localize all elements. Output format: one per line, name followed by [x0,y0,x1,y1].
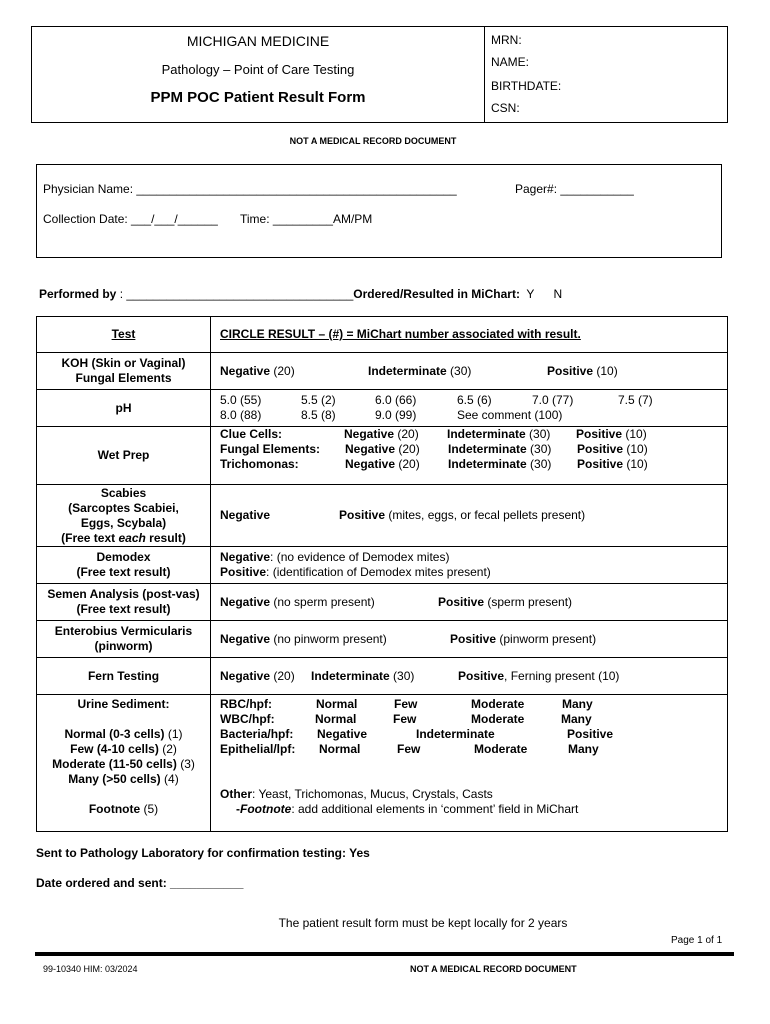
page-number: Page 1 of 1 [671,935,723,946]
table-row [37,390,728,427]
urine-rbc-few: Few [394,697,418,711]
ph-6.5: 6.5 (6) [457,393,492,407]
wet-fungal-negative: Negative [345,442,396,456]
urine-label-title: Urine Sediment: [77,697,170,711]
entero-label-line1: Enterobius Vermicularis [54,624,193,638]
urine-wbc-row [220,712,727,727]
urine-legend-few-code: (2) [158,742,177,756]
urine-legend-normal [37,727,210,742]
urine-rbc-name: RBC/hpf: [220,697,272,711]
urine-footnote-code: (5) [140,802,159,816]
table-row [37,353,728,390]
keep-notice: The patient result form must be kept locally for 2 years [278,916,568,930]
wet-clue-negative: Negative [344,427,395,441]
demodex-negative: Negative [220,550,271,564]
scabies-negative: Negative [220,508,271,522]
dept-name: Pathology – Point of Care Testing [161,62,355,77]
koh-label-line2: Fungal Elements [75,371,172,385]
notice-bottom: NOT A MEDICAL RECORD DOCUMENT [410,964,577,974]
urine-results [211,695,728,832]
ph-see-comment: See comment (100) [457,408,563,422]
demodex-positive: Positive [220,565,267,579]
wet-trich-negative-code: (20) [395,457,420,471]
demodex-results [211,547,728,584]
table-row [37,485,728,547]
fern-negative-code: (20) [270,668,295,683]
table-row [37,427,728,485]
koh-label [37,353,211,390]
semen-positive-note: (sperm present) [484,594,573,609]
physician-name-line: Physician Name: ________________________________________________ [43,182,457,196]
urine-footnote-text: Footnote [88,802,141,816]
table-row [37,621,728,658]
demodex-label-line1: Demodex [96,550,151,564]
fern-positive-code: , Ferning present (10) [504,668,620,683]
urine-other-note: : Yeast, Trichomonas, Mucus, Crystals, Casts [252,787,493,801]
header-box [31,26,728,123]
wet-fungal-indeterminate-code: (30) [526,442,552,456]
ordered-yes: Y [526,287,535,301]
col-result-header-text: CIRCLE RESULT – (#) = MiChart number associated with result. [220,327,581,341]
wet-fungal-positive-code: (10) [623,442,648,456]
wet-fungal-name: Fungal Elements: [220,442,321,456]
wet-clue-row [220,427,727,442]
ph-6.0: 6.0 (66) [375,393,417,407]
urine-epithelial-normal: Normal [319,742,361,756]
scabies-l4c: result) [145,530,186,545]
wet-clue-name: Clue Cells: [220,427,283,441]
koh-result-row [220,364,727,379]
wet-clue-indeterminate-code: (30) [525,427,551,441]
entero-result-row [220,632,727,647]
urine-bacteria-negative: Negative [317,727,368,741]
semen-results [211,584,728,621]
col-test-header [37,317,211,353]
scabies-label-line3: Eggs, Scybala) [80,515,167,530]
pager-line: Pager#: ___________ [515,182,634,196]
ordered-resulted-label: Ordered/Resulted in MiChart: [353,287,520,301]
urine-epithelial-row [220,742,727,757]
fern-positive: Positive [458,668,505,683]
mrn-field: MRN: [491,33,522,47]
koh-negative-code: (20) [270,363,295,378]
table-row [37,658,728,695]
ph-9.0: 9.0 (99) [375,408,417,422]
urine-wbc-normal: Normal [315,712,357,726]
wet-trich-positive: Positive [577,457,624,471]
table-header-row [37,317,728,353]
semen-positive: Positive [438,594,485,609]
scabies-positive-note: (mites, eggs, or fecal pellets present) [385,508,586,522]
scabies-results [211,485,728,547]
wet-fungal-row [220,442,727,457]
footer-rule [35,952,734,956]
wet-clue-negative-code: (20) [394,427,419,441]
demodex-negative-note: : (no evidence of Demodex mites) [270,550,450,564]
wet-fungal-indeterminate: Indeterminate [448,442,527,456]
ph-5.0: 5.0 (55) [220,393,262,407]
urine-legend-few [37,742,210,757]
org-name: MICHIGAN MEDICINE [186,33,330,49]
performed-by-line: : __________________________________ [116,287,354,301]
semen-label-line2: (Free text result) [76,602,171,616]
entero-label-line2: (pinworm) [94,639,153,653]
ph-7.5: 7.5 (7) [618,393,653,407]
urine-wbc-few: Few [393,712,417,726]
ph-row-1 [220,393,727,408]
urine-rbc-many: Many [562,697,593,711]
demodex-label-line2: (Free text result) [76,565,171,579]
scabies-label-line2: (Sarcoptes Scabiei, [68,500,179,515]
performed-by-row [39,287,562,301]
urine-legend-few-text: Few (4-10 cells) [70,742,159,756]
time-line: Time: _________AM/PM [240,212,373,226]
semen-label [37,584,211,621]
wet-trich-negative: Negative [345,457,396,471]
scabies-label-line4 [37,531,210,546]
semen-result-row [220,595,727,610]
koh-positive: Positive [547,363,594,378]
ph-5.5: 5.5 (2) [301,393,336,407]
ph-label: pH [37,390,211,427]
urine-epithelial-many: Many [568,742,599,756]
urine-wbc-name: WBC/hpf: [220,712,275,726]
wet-trich-indeterminate-code: (30) [526,457,552,471]
table-row [37,547,728,584]
koh-indeterminate-code: (30) [446,363,472,378]
header-divider [484,27,485,122]
ph-8.5: 8.5 (8) [301,408,336,422]
wet-prep-label: Wet Prep [37,427,211,485]
table-row [37,695,728,832]
birthdate-field: BIRTHDATE: [491,79,562,93]
demodex-negative-row [220,550,727,565]
date-ordered-sent: Date ordered and sent: ___________ [36,876,244,890]
collection-date-line: Collection Date: ___/___/______ [43,212,218,226]
semen-label-line1: Semen Analysis (post-vas) [47,587,200,601]
wet-prep-results [211,427,728,485]
urine-legend-moderate-code: (3) [176,757,195,771]
notice-top: NOT A MEDICAL RECORD DOCUMENT [289,136,457,146]
fern-negative: Negative [220,668,271,683]
demodex-positive-row [220,565,727,580]
urine-footnote-label: Footnote [240,802,292,816]
entero-positive-note: (pinworm present) [496,631,597,646]
urine-bacteria-positive: Positive [567,727,614,741]
wet-trich-positive-code: (10) [623,457,648,471]
ordered-no: N [553,287,563,301]
wet-clue-positive: Positive [576,427,623,441]
ph-row-2 [220,408,727,423]
wet-trich-name: Trichomonas: [220,457,299,471]
urine-legend-many-code: (4) [160,772,179,786]
wet-trich-indeterminate: Indeterminate [448,457,527,471]
urine-label [37,695,211,832]
wet-trich-row [220,457,727,472]
entero-positive: Positive [450,631,497,646]
form-code: 99-10340 HIM: 03/2024 [43,964,138,974]
urine-wbc-moderate: Moderate [471,712,525,726]
urine-bacteria-row [220,727,727,742]
scabies-result-row [220,508,727,523]
scabies-positive: Positive [339,508,386,522]
sent-to-lab: Sent to Pathology Laboratory for confirmation testing: Yes [36,846,370,860]
urine-footnote [37,802,210,817]
col-test-header-text: Test [111,327,136,341]
fern-indeterminate-code: (30) [389,668,415,683]
urine-epithelial-moderate: Moderate [474,742,528,756]
urine-rbc-normal: Normal [316,697,358,711]
ph-8.0: 8.0 (88) [220,408,262,422]
koh-negative: Negative [220,363,271,378]
name-field: NAME: [491,55,530,69]
wet-clue-indeterminate: Indeterminate [447,427,526,441]
urine-epithelial-few: Few [397,742,421,756]
scabies-l4b: each [118,530,146,545]
urine-legend-many [37,772,210,787]
physician-box [36,164,722,258]
demodex-label [37,547,211,584]
semen-negative: Negative [220,594,271,609]
urine-legend-normal-code: (1) [164,727,183,741]
entero-label [37,621,211,658]
demodex-positive-note: : (identification of Demodex mites present) [266,565,491,579]
koh-label-line1: KOH (Skin or Vaginal) [61,356,186,370]
urine-wbc-many: Many [561,712,592,726]
csn-field: CSN: [491,101,520,115]
urine-epithelial-name: Epithelial/lpf: [220,742,296,756]
koh-positive-code: (10) [593,363,618,378]
table-row [37,584,728,621]
fern-results [211,658,728,695]
urine-legend-moderate [37,757,210,772]
wet-clue-positive-code: (10) [622,427,647,441]
fern-label: Fern Testing [37,658,211,695]
koh-results [211,353,728,390]
wet-fungal-negative-code: (20) [395,442,420,456]
entero-negative-note: (no pinworm present) [270,631,387,646]
fern-indeterminate: Indeterminate [311,668,390,683]
urine-footnote-row [220,802,727,817]
form-title: PPM POC Patient Result Form [150,89,366,106]
urine-footnote-prefix: - [236,802,240,816]
urine-legend-moderate-text: Moderate (11-50 cells) [52,757,177,771]
urine-rbc-moderate: Moderate [471,697,525,711]
scabies-l4a: (Free text [61,530,119,545]
fern-result-row [220,669,727,684]
semen-negative-note: (no sperm present) [270,594,375,609]
scabies-label [37,485,211,547]
ph-results [211,390,728,427]
results-table [36,316,728,832]
urine-legend-normal-text: Normal (0-3 cells) [64,727,165,741]
col-result-header [211,317,728,353]
urine-bacteria-indeterminate: Indeterminate [416,727,495,741]
performed-by-label: Performed by [39,287,117,301]
wet-fungal-positive: Positive [577,442,624,456]
scabies-label-line1: Scabies [100,485,147,500]
urine-other-label: Other [220,787,253,801]
urine-bacteria-name: Bacteria/hpf: [220,727,294,741]
urine-footnote-note: : add additional elements in ‘comment’ field in MiChart [291,802,579,816]
urine-rbc-row [220,697,727,712]
urine-other-row [220,787,727,802]
ph-7.0: 7.0 (77) [532,393,574,407]
entero-results [211,621,728,658]
koh-indeterminate: Indeterminate [368,363,447,378]
urine-legend-many-text: Many (>50 cells) [68,772,161,786]
entero-negative: Negative [220,631,271,646]
